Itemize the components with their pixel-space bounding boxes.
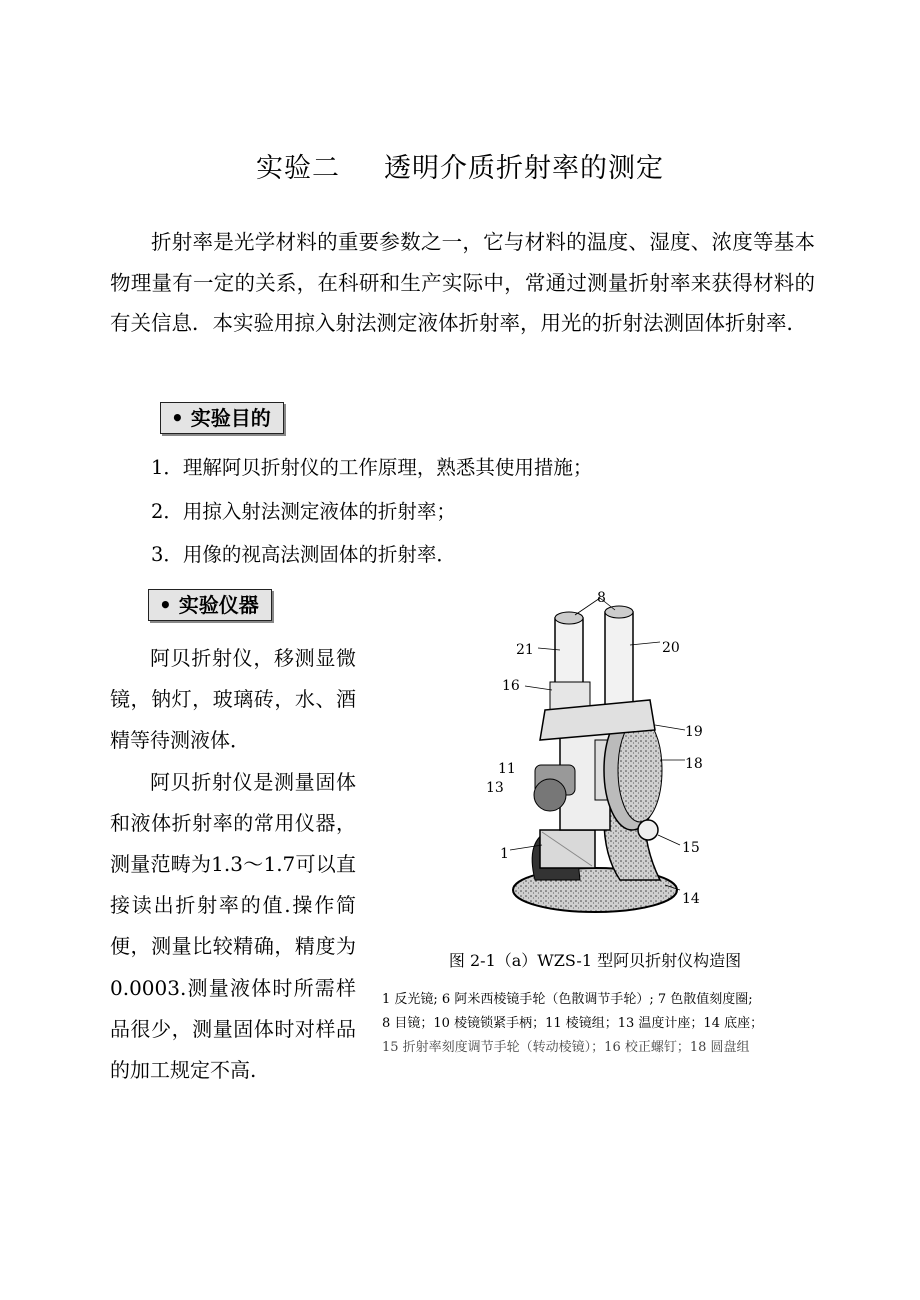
label-16: 16 (502, 678, 520, 694)
section-heading-apparatus: • 实验仪器 (148, 589, 272, 621)
goal-item-1: 1．理解阿贝折射仪的工作原理，熟悉其使用措施； (151, 456, 593, 479)
title-part-2: 透明介质折射率的测定 (384, 153, 664, 184)
figure-note-line-2: 8 目镜；10 棱镜锁紧手柄；11 棱镜组；13 温度计座；14 底座； (382, 1016, 764, 1031)
apparatus-paragraph: 阿贝折射仪，移测显微镜，钠灯，玻璃砖，水、酒精等待测液体． (110, 646, 356, 753)
title-part-1: 实验二 (256, 153, 340, 184)
figure-caption: 图 2-1（a）WZS-1 型阿贝折射仪构造图 (448, 951, 742, 970)
label-8: 8 (597, 590, 606, 606)
label-19: 19 (685, 724, 703, 740)
label-15: 15 (682, 840, 700, 856)
eyepiece-drawing (540, 606, 655, 740)
left-column-text (110, 638, 356, 1091)
intro-paragraph: 折射率是光学材料的重要参数之一，它与材料的温度、湿度、浓度等基本物理量有一定的关系，在科研和生产实际中，常通过测量折射率来获得材料的有关信息．本实验用掠入射法测定液体折射率，用光的折射法测固体折射率． (110, 230, 815, 335)
goal-item-2: 2．用掠入射法测定液体的折射率； (151, 500, 456, 523)
label-18: 18 (685, 756, 703, 772)
abbe-refractometer-figure (480, 590, 720, 920)
label-20: 20 (662, 640, 680, 656)
goal-item-3: 3．用像的视高法测固体的折射率． (151, 543, 456, 566)
label-14: 14 (682, 891, 700, 907)
page-title (0, 146, 920, 185)
label-1: 1 (500, 846, 509, 862)
abbe-refractometer-paragraph: 阿贝折射仪是测量固体和液体折射率的常用仪器，测量范畴为1.3～1.7可以直接读出折射率的值.操作简便，测量比较精确，精度为0.0003.测量液体时所需样品很少，测量固体时对样品的加工规定不高. (110, 769, 356, 1083)
mirror-drawing (540, 830, 595, 868)
label-13: 13 (486, 780, 504, 796)
figure-notes (382, 988, 818, 1088)
figure-note-line-3: 15 折射率刻度调节手轮（转动棱镜）；16 校正螺钉；18 圆盘组 (382, 1040, 750, 1055)
label-11: 11 (498, 761, 516, 777)
section-heading-purpose: • 实验目的 (160, 402, 284, 434)
label-21: 21 (516, 642, 534, 658)
figure-note-line-1: 1 反光镜; 6 阿米西棱镜手轮（色散调节手轮）; 7 色散值刻度圈; (382, 992, 753, 1007)
